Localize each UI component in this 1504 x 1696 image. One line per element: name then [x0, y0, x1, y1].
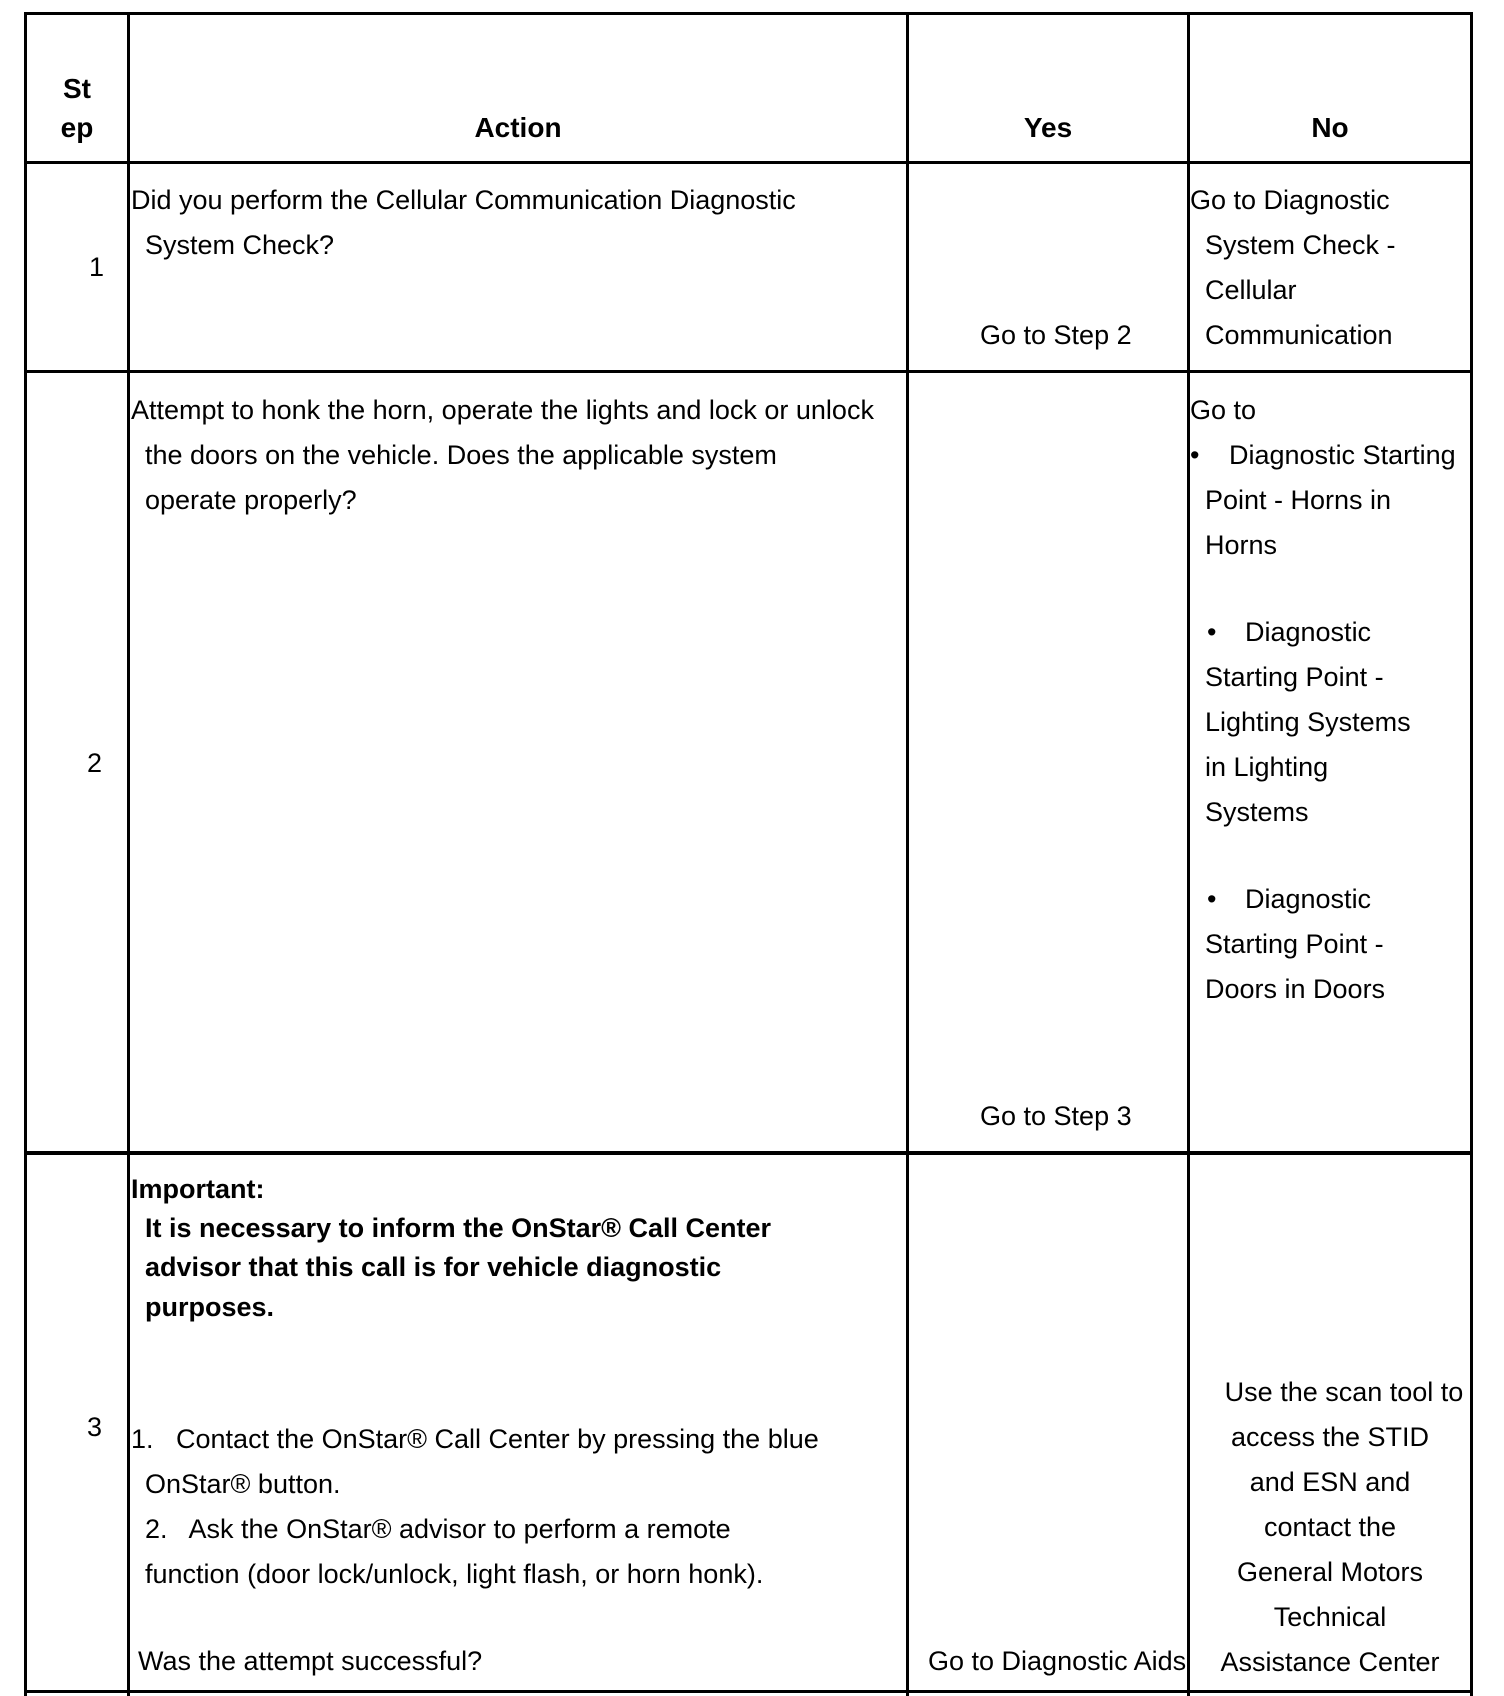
row2-no-b1-line1: Diagnostic Starting: [1229, 440, 1456, 470]
row1-step-number: 1: [89, 252, 105, 282]
row2-no-b3-line2: Starting Point -: [1205, 929, 1384, 959]
row2-no-b2-line5: Systems: [1205, 797, 1309, 827]
header-step-line1: St: [63, 73, 91, 104]
row2-action-line3: operate properly?: [145, 485, 357, 515]
row2-action-line1: Attempt to honk the horn, operate the lights and lock or unlock: [131, 395, 874, 425]
row3-question: Was the attempt successful?: [138, 1646, 483, 1676]
row2-no-b2-line4: in Lighting: [1205, 752, 1329, 782]
row3-step1-line2: OnStar® button.: [145, 1469, 341, 1499]
row2-no-b1-line2: Point - Horns in: [1205, 485, 1392, 515]
row3-step-number: 3: [87, 1412, 103, 1442]
row2-no-b3-line1: Diagnostic: [1245, 884, 1372, 914]
row1-no-line4: Communication: [1205, 320, 1393, 350]
row3-no-line3: and ESN and: [1249, 1467, 1411, 1497]
header-bottom-line: [24, 161, 1473, 164]
row3-step2-line1: 2. Ask the OnStar® advisor to perform a remote: [145, 1514, 731, 1544]
row1-no-line3: Cellular: [1205, 275, 1297, 305]
row2-no-bullet2: •: [1207, 617, 1217, 647]
row2-bottom-line: [24, 1151, 1473, 1155]
row3-step2-line2: function (door lock/unlock, light flash, or horn honk).: [145, 1559, 764, 1589]
row2-yes: Go to Step 3: [980, 1101, 1132, 1131]
row3-important-line1: It is necessary to inform the OnStar® Call Center: [145, 1213, 772, 1243]
header-yes: Yes: [1023, 112, 1073, 143]
row3-important-line3: purposes.: [145, 1292, 275, 1322]
row3-no-line1: Use the scan tool to: [1224, 1377, 1464, 1407]
row3-yes: Go to Diagnostic Aids: [928, 1646, 1186, 1676]
row2-step-number: 2: [87, 748, 103, 778]
row3-important-label: Important:: [131, 1174, 265, 1204]
row3-important-line2: advisor that this call is for vehicle diagnostic: [145, 1252, 722, 1282]
row1-yes: Go to Step 2: [980, 320, 1132, 350]
header-no: No: [1311, 112, 1349, 143]
row3-no-line6: Technical: [1273, 1602, 1387, 1632]
row3-no-line2: access the STID: [1230, 1422, 1430, 1452]
row1-action-line1: Did you perform the Cellular Communication Diagnostic: [131, 185, 796, 215]
row2-no-bullet3: •: [1207, 884, 1217, 914]
row2-no-b3-line3: Doors in Doors: [1205, 974, 1386, 1004]
step-column-divider: [127, 12, 130, 1696]
table-border-top: [24, 12, 1473, 15]
row3-step1-line1: 1. Contact the OnStar® Call Center by pressing the blue: [131, 1424, 819, 1454]
row3-no-line5: General Motors: [1236, 1557, 1424, 1587]
row2-no-intro: Go to: [1190, 395, 1257, 425]
row1-bottom-line: [24, 370, 1473, 373]
row2-action-line2: the doors on the vehicle. Does the applicable system: [145, 440, 777, 470]
table-border-bottom: [24, 1690, 1473, 1693]
row2-no-b2-line2: Starting Point -: [1205, 662, 1384, 692]
table-border-right: [1470, 12, 1473, 1696]
header-action: Action: [474, 112, 562, 143]
row2-no-bullet1: •: [1190, 440, 1200, 470]
row1-no-line2: System Check -: [1205, 230, 1396, 260]
row2-no-b2-line3: Lighting Systems: [1205, 707, 1411, 737]
row3-no-line4: contact the: [1263, 1512, 1397, 1542]
row1-action-line2: System Check?: [145, 230, 335, 260]
row2-no-b1-line3: Horns: [1205, 530, 1278, 560]
row3-no-line7: Assistance Center: [1220, 1647, 1440, 1677]
row1-no-line1: Go to Diagnostic: [1190, 185, 1390, 215]
table-border-left: [24, 12, 27, 1696]
header-step-line2: ep: [60, 112, 94, 143]
action-column-divider: [906, 12, 909, 1696]
row2-no-b2-line1: Diagnostic: [1245, 617, 1372, 647]
